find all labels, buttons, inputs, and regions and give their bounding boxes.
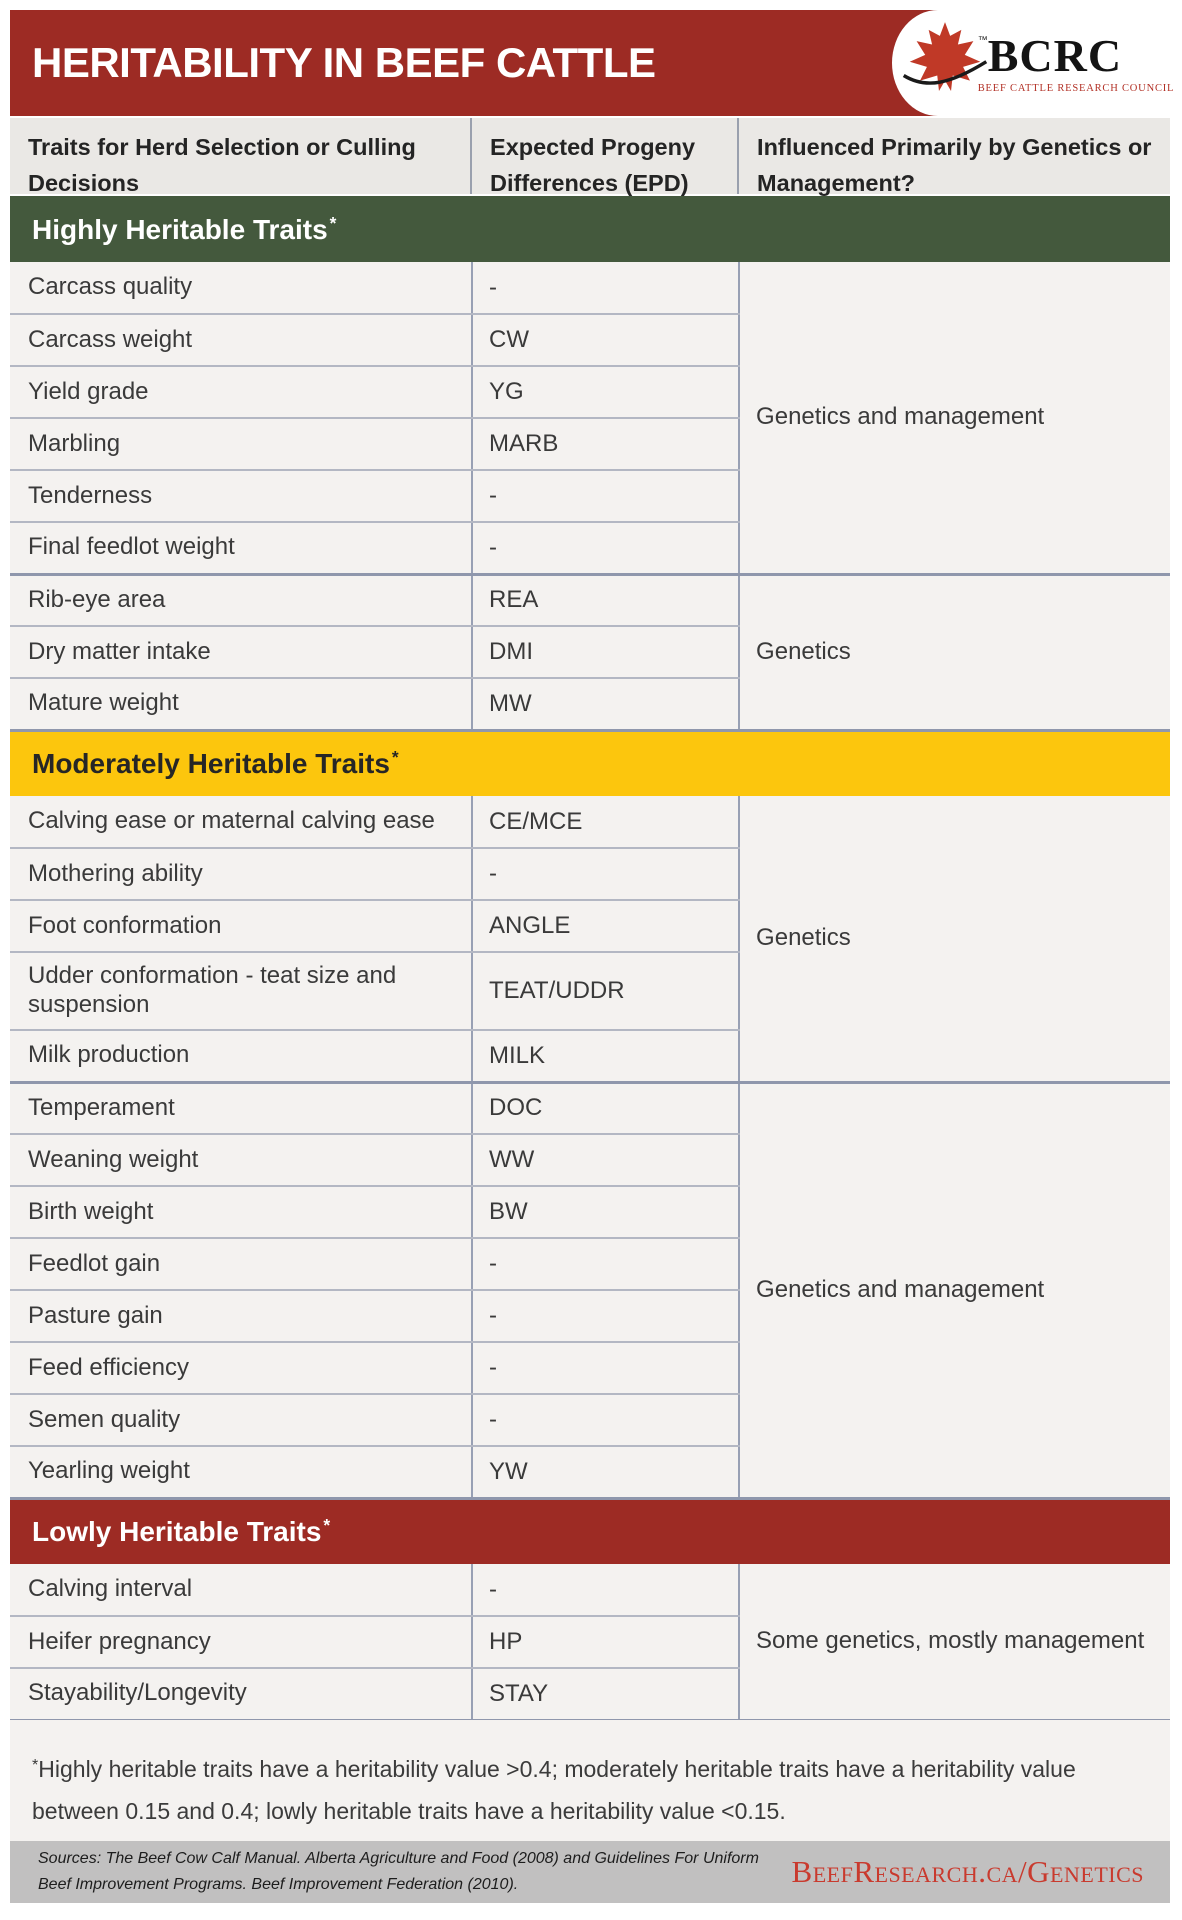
trait-cell: Udder conformation - teat size and suspension bbox=[10, 952, 472, 1030]
trait-cell: Heifer pregnancy bbox=[10, 1616, 472, 1668]
footer-bar bbox=[10, 1841, 1170, 1903]
trait-cell: Carcass quality bbox=[10, 262, 472, 314]
epd-cell: CE/MCE bbox=[472, 796, 739, 848]
footnote bbox=[10, 1720, 1170, 1841]
trait-cell: Pasture gain bbox=[10, 1290, 472, 1342]
trait-cell: Rib-eye area bbox=[10, 574, 472, 626]
maple-leaf-icon bbox=[902, 20, 988, 100]
table-row bbox=[10, 1564, 1170, 1616]
epd-cell: DOC bbox=[472, 1082, 739, 1134]
epd-cell: - bbox=[472, 848, 739, 900]
epd-cell: - bbox=[472, 470, 739, 522]
logo-text: BCRC bbox=[987, 29, 1123, 81]
epd-cell: - bbox=[472, 262, 739, 314]
page-title: HERITABILITY IN BEEF CATTLE bbox=[32, 39, 656, 86]
section-label: Highly Heritable Traits bbox=[32, 213, 328, 245]
trait-cell: Yield grade bbox=[10, 366, 472, 418]
sources-line-2: Beef Improvement Programs. Beef Improvement Federation (2010). bbox=[38, 1876, 519, 1893]
section-band-row bbox=[10, 1498, 1170, 1564]
epd-cell: STAY bbox=[472, 1668, 739, 1720]
section-asterisk: * bbox=[329, 212, 337, 233]
epd-cell: DMI bbox=[472, 626, 739, 678]
section-band-lowly bbox=[10, 1498, 1170, 1564]
table-row bbox=[10, 574, 1170, 626]
trait-cell: Final feedlot weight bbox=[10, 522, 472, 574]
trait-cell: Milk production bbox=[10, 1030, 472, 1082]
trait-cell: Feed efficiency bbox=[10, 1342, 472, 1394]
bcrc-logo bbox=[892, 10, 1175, 116]
influence-cell: Genetics and management bbox=[739, 262, 1170, 574]
section-band-moderately bbox=[10, 730, 1170, 796]
influence-cell: Genetics bbox=[739, 796, 1170, 1082]
epd-cell: MARB bbox=[472, 418, 739, 470]
trait-cell: Mothering ability bbox=[10, 848, 472, 900]
epd-cell: YW bbox=[472, 1446, 739, 1498]
trait-cell: Yearling weight bbox=[10, 1446, 472, 1498]
epd-cell: ANGLE bbox=[472, 900, 739, 952]
section-band-highly bbox=[10, 196, 1170, 262]
column-header-row bbox=[10, 118, 1170, 197]
epd-cell: - bbox=[472, 522, 739, 574]
epd-cell: WW bbox=[472, 1134, 739, 1186]
column-header-influence: Influenced Primarily by Genetics or Management? bbox=[757, 134, 1152, 197]
epd-cell: - bbox=[472, 1564, 739, 1616]
epd-cell: - bbox=[472, 1238, 739, 1290]
section-label: Lowly Heritable Traits bbox=[32, 1516, 322, 1548]
epd-cell: TEAT/UDDR bbox=[472, 952, 739, 1030]
epd-cell: BW bbox=[472, 1186, 739, 1238]
trait-cell: Carcass weight bbox=[10, 314, 472, 366]
trait-cell: Weaning weight bbox=[10, 1134, 472, 1186]
trait-cell: Stayability/Longevity bbox=[10, 1668, 472, 1720]
epd-cell: - bbox=[472, 1394, 739, 1446]
table-row bbox=[10, 262, 1170, 314]
trait-cell: Marbling bbox=[10, 418, 472, 470]
trait-cell: Temperament bbox=[10, 1082, 472, 1134]
epd-cell: CW bbox=[472, 314, 739, 366]
section-label: Moderately Heritable Traits bbox=[32, 748, 390, 780]
column-header-epd: Expected Progeny Differences (EPD) bbox=[472, 118, 739, 194]
epd-cell: - bbox=[472, 1342, 739, 1394]
influence-cell: Genetics and management bbox=[739, 1082, 1170, 1498]
trademark-symbol: ™ bbox=[977, 34, 988, 46]
section-asterisk: * bbox=[323, 1515, 331, 1536]
header-banner bbox=[10, 10, 1175, 116]
trait-cell: Calving ease or maternal calving ease bbox=[10, 796, 472, 848]
trait-cell: Mature weight bbox=[10, 678, 472, 730]
trait-cell: Semen quality bbox=[10, 1394, 472, 1446]
section-band-row bbox=[10, 196, 1170, 262]
epd-cell: MILK bbox=[472, 1030, 739, 1082]
footnote-asterisk: * bbox=[32, 1756, 39, 1774]
website-link[interactable]: BeefResearch.ca/Genetics bbox=[791, 1854, 1144, 1889]
influence-cell: Genetics bbox=[739, 574, 1170, 730]
sources-line-1: Sources: The Beef Cow Calf Manual. Alberta Agriculture and Food (2008) and Guidelines For Uniform bbox=[38, 1850, 759, 1868]
trait-cell: Feedlot gain bbox=[10, 1238, 472, 1290]
influence-cell: Some genetics, mostly management bbox=[739, 1564, 1170, 1720]
trait-cell: Calving interval bbox=[10, 1564, 472, 1616]
footnote-text: Highly heritable traits have a heritability value >0.4; moderately heritable traits have a heritability value between 0.15 and 0.4; lowly heritable traits have a heritability value <0.15. bbox=[32, 1756, 1076, 1824]
trait-cell: Birth weight bbox=[10, 1186, 472, 1238]
trait-cell: Dry matter intake bbox=[10, 626, 472, 678]
epd-cell: MW bbox=[472, 678, 739, 730]
epd-cell: YG bbox=[472, 366, 739, 418]
logo-tagline: BEEF CATTLE RESEARCH COUNCIL bbox=[977, 82, 1175, 94]
sources-text bbox=[38, 1846, 759, 1897]
table-row bbox=[10, 1082, 1170, 1134]
epd-cell: REA bbox=[472, 574, 739, 626]
heritability-table bbox=[10, 196, 1170, 1722]
section-band-row bbox=[10, 730, 1170, 796]
trait-cell: Tenderness bbox=[10, 470, 472, 522]
epd-cell: HP bbox=[472, 1616, 739, 1668]
section-asterisk: * bbox=[391, 747, 399, 768]
epd-cell: - bbox=[472, 1290, 739, 1342]
trait-cell: Foot conformation bbox=[10, 900, 472, 952]
column-header-traits: Traits for Herd Selection or Culling Decisions bbox=[10, 118, 472, 194]
table-row bbox=[10, 796, 1170, 848]
